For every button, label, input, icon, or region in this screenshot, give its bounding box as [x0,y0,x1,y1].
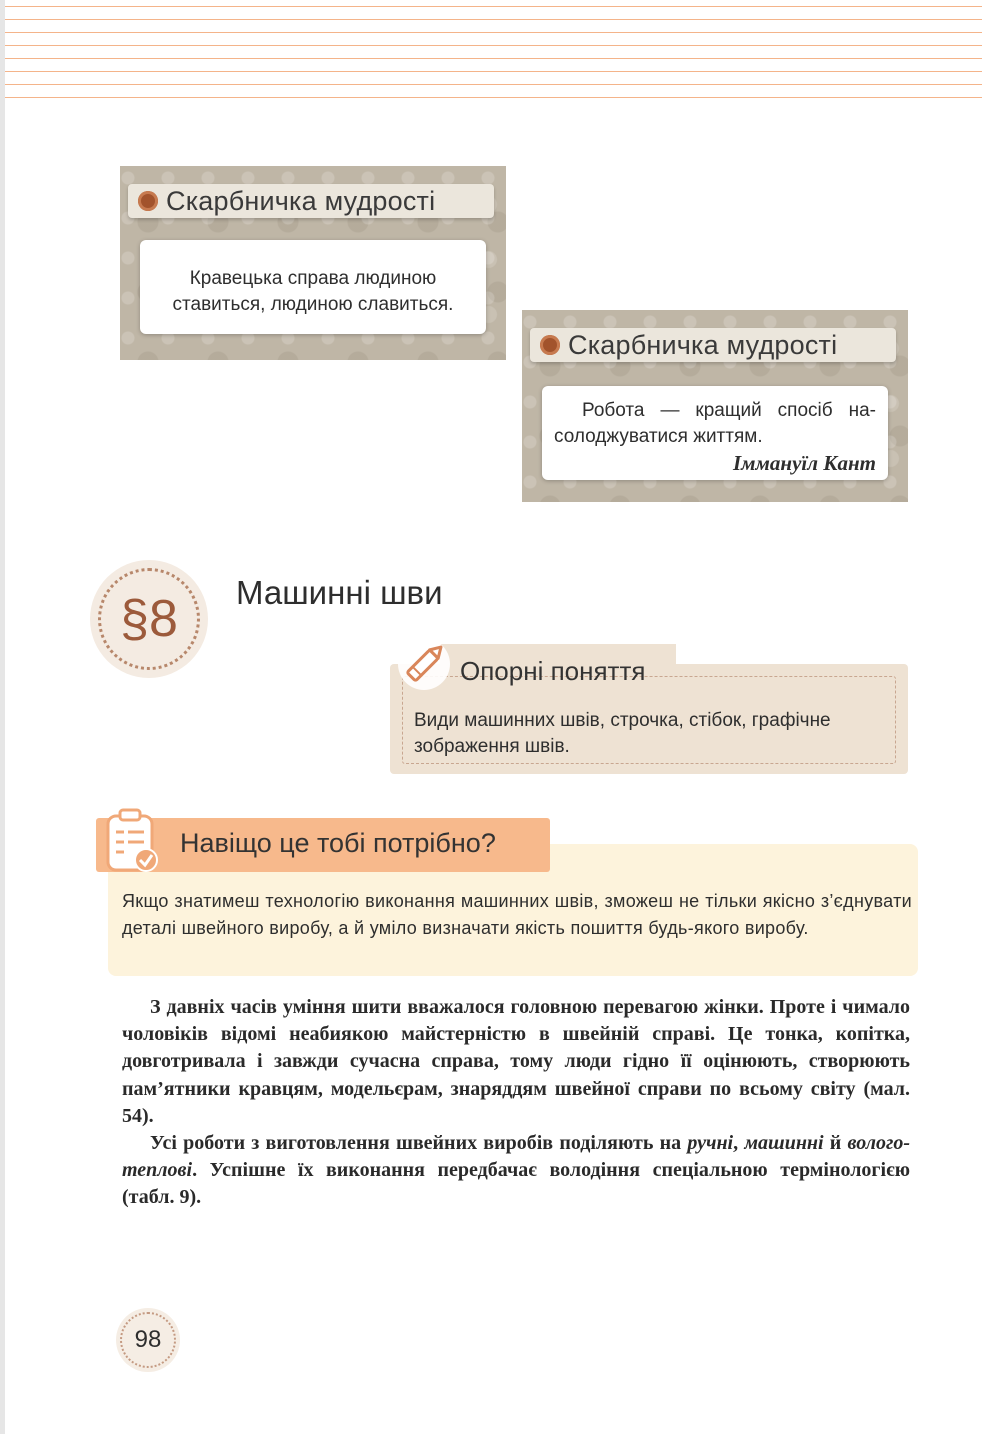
wisdom-quote [140,240,486,334]
wisdom-title: Скарбничка мудрості [166,185,436,216]
wisdom-quote [542,386,888,480]
wisdom-box-1 [120,166,506,360]
wisdom-header [128,184,494,218]
why-needed-text: Якщо знатимеш технологію виконання машинних швів, зможеш не тільки якісно з’єднувати деталі швейного виробу, а й уміло визначати якість пошиття будь-якого виробу. [122,891,912,938]
quote-author: Іммануїл Кант [732,451,876,475]
quote-line: ставиться, людиною славиться. [172,294,454,315]
pencil-icon [396,636,452,692]
body-paragraph: Усі роботи з виготовлення швейних виробів поділяють на ручні, машинні й волого-теплові. Успішне їх виконання передбачає володіння спеціальною термінологією (табл. 9). [122,1132,911,1209]
key-concepts-text: Види машинних швів, строчка, стібок, графічне зображення швів. [414,710,831,757]
quote-line: Робота — кращий спосіб на- [582,400,876,421]
wisdom-title: Скарбничка мудрості [568,329,838,360]
page-number: 98 [134,1326,162,1353]
term-wet-heat: волого-теплові [122,1132,911,1182]
bullet-icon [138,191,158,211]
page-number-badge [116,1308,180,1372]
why-needed-title: Навіщо це тобі потрібно? [180,828,496,858]
section-title: Машинні шви [236,574,443,611]
section-number: §8 [120,590,178,648]
term-manual: ручні [687,1132,734,1155]
clipboard-check-icon [100,808,164,876]
quote-line: солоджуватися життям. [554,426,763,447]
wisdom-header [530,328,896,362]
section-badge [90,560,208,678]
top-ruled-lines [5,0,982,110]
page-left-border [0,0,5,1434]
body-paragraph: З давніх часів уміння шити вважалося головною перевагою жінки. Проте і чимало чоловіків відомі неабиякою майстерністю в швейній справі. Це тонка, копітка, довготривала і завжди сучасна справа, тому люди гідно її оцінюють, створюють пам’ятники кравцям, модельєрам, знаряддям швейної справи по всьому світу (мал. 54). [122,996,910,1127]
bullet-icon [540,335,560,355]
body-text [122,994,910,1212]
wisdom-box-2 [522,310,908,502]
quote-line: Кравецька справа людиною [189,268,437,289]
key-concepts-title: Опорні поняття [460,656,646,686]
term-machine: машинні [744,1132,824,1155]
